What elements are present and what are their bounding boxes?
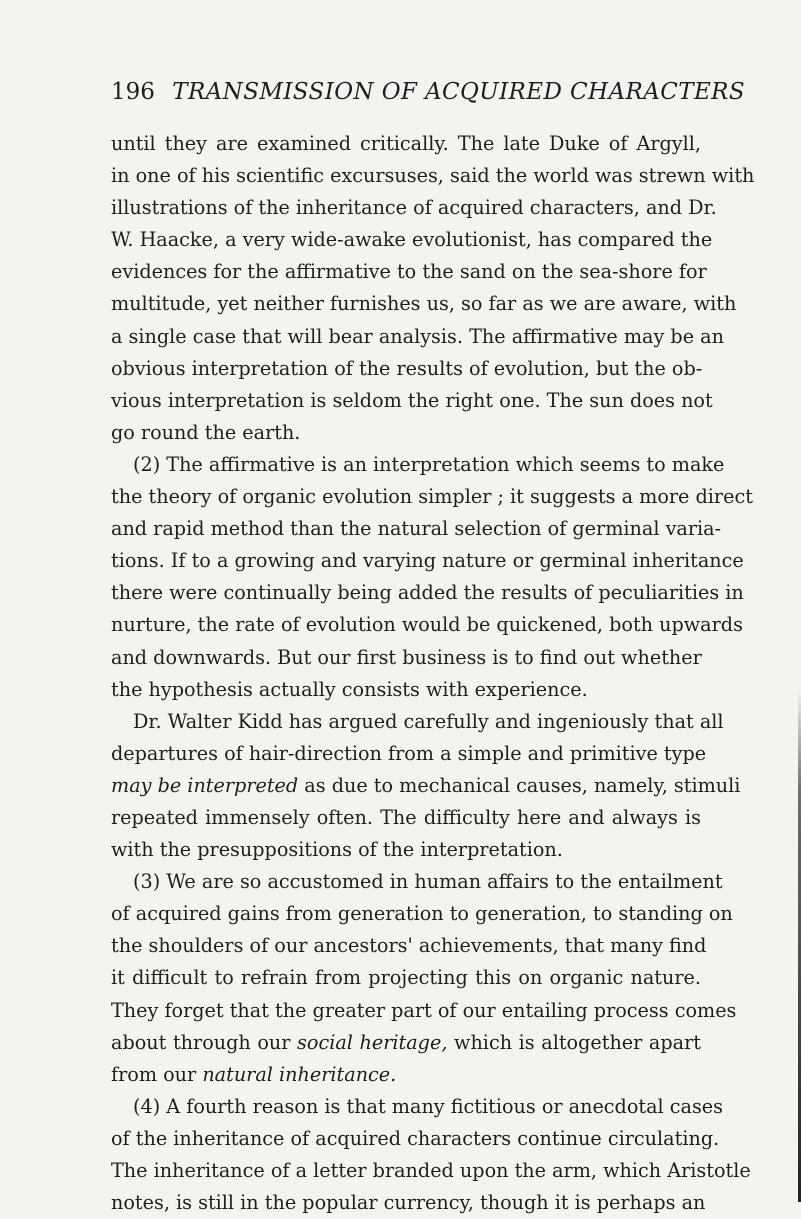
text-line xyxy=(111,930,707,962)
text-line xyxy=(111,224,713,256)
text-segment: illustrations of the inheritance of acquired characters, and Dr. xyxy=(111,196,717,220)
page-number: 196 xyxy=(111,79,155,105)
text-line xyxy=(111,449,725,481)
text-segment: (3) We are so accustomed in human affairs to the entailment xyxy=(133,870,723,894)
text-segment: Dr. Walter Kidd has argued carefully and ingeniously that all xyxy=(133,709,724,733)
body-text xyxy=(111,128,755,1219)
text-segment: departures of hair-direction from a simple and primitive type xyxy=(111,741,707,765)
text-line xyxy=(111,706,724,738)
italic-text: natural inheritance. xyxy=(202,1062,397,1086)
text-line xyxy=(111,609,743,641)
text-line xyxy=(111,1027,701,1059)
text-segment: The inheritance of a letter branded upon the arm, which Aristotle xyxy=(111,1159,751,1182)
text-line xyxy=(111,995,737,1027)
text-segment: nurture, the rate of evolution would be quickened, both upwards xyxy=(111,613,743,637)
text-line xyxy=(111,898,733,930)
text-line xyxy=(111,1123,720,1155)
text-segment: of acquired gains from generation to generation, to standing on xyxy=(111,902,733,926)
text-line xyxy=(111,770,741,802)
text-segment: it difficult to refrain from projecting this on organic nature. xyxy=(111,966,701,990)
text-segment: the shoulders of our ancestors' achievements, that many find xyxy=(111,934,707,958)
text-line xyxy=(111,321,724,353)
text-segment: multitude, yet neither furnishes us, so far as we are aware, with xyxy=(111,292,737,316)
text-segment: there were continually being added the results of peculiarities in xyxy=(111,581,744,605)
text-segment: (2) The affirmative is an interpretation which seems to make xyxy=(133,452,725,476)
text-line xyxy=(111,962,701,994)
running-title: TRANSMISSION OF ACQUIRED CHARACTERS xyxy=(172,79,746,105)
text-line xyxy=(111,288,737,320)
text-line xyxy=(111,513,722,545)
text-line xyxy=(111,866,723,898)
text-segment: notes, is still in the popular currency, though it is perhaps an xyxy=(111,1191,706,1215)
text-line xyxy=(111,834,701,866)
text-line xyxy=(111,353,701,385)
text-segment: the theory of organic evolution simpler ; it suggests a more direct xyxy=(111,485,753,509)
text-line xyxy=(111,674,701,706)
text-segment: with the presuppositions of the interpretation. xyxy=(111,838,563,862)
text-segment: about through our xyxy=(111,1030,298,1054)
text-segment: from our xyxy=(111,1062,203,1086)
text-segment: of the inheritance of acquired characters continue circulating. xyxy=(111,1126,720,1150)
text-segment: W. Haacke, a very wide-awake evolutionist, has compared the xyxy=(111,228,713,252)
text-segment: (4) A fourth reason is that many fictitious or anecdotal cases xyxy=(133,1094,724,1118)
text-line xyxy=(111,1059,701,1091)
text-segment: and downwards. But our first business is to find out whether xyxy=(111,645,702,669)
text-segment: which is altogether apart xyxy=(447,1030,701,1054)
text-segment: a single case that will bear analysis. The affirmative may be an xyxy=(111,324,724,348)
text-line xyxy=(111,642,701,674)
text-line xyxy=(111,802,701,834)
text-line xyxy=(111,160,755,192)
text-line xyxy=(111,192,717,224)
running-header xyxy=(111,74,746,110)
text-line xyxy=(111,128,701,160)
italic-text: may be interpreted xyxy=(111,773,299,797)
text-line xyxy=(111,577,744,609)
text-line xyxy=(111,1187,706,1219)
text-segment: until they are examined critically. The late Duke of Argyll, xyxy=(111,132,701,155)
text-segment: and rapid method than the natural selection of germinal varia- xyxy=(111,517,722,541)
text-segment: the hypothesis actually consists with experience. xyxy=(111,677,588,701)
text-segment: tions. If to a growing and varying nature or germinal inheritance xyxy=(111,549,744,573)
text-segment: repeated immensely often. The difficulty here and always is xyxy=(111,805,701,829)
text-segment: as due to mechanical causes, namely, stimuli xyxy=(298,773,741,797)
text-line xyxy=(111,1155,751,1187)
text-segment: obvious interpretation of the results of evolution, but the ob- xyxy=(111,356,703,380)
text-line xyxy=(111,1091,724,1123)
text-line xyxy=(111,417,701,449)
text-line xyxy=(111,545,744,577)
text-segment: in one of his scientific excursuses, said the world was strewn with xyxy=(111,164,755,188)
text-segment: They forget that the greater part of our entailing process comes xyxy=(111,998,737,1022)
text-segment: go round the earth. xyxy=(111,420,301,444)
text-line xyxy=(111,385,713,417)
text-line xyxy=(111,256,707,288)
text-line xyxy=(111,481,753,513)
text-segment: vious interpretation is seldom the right one. The sun does not xyxy=(111,388,713,412)
text-line xyxy=(111,738,707,770)
text-segment: evidences for the affirmative to the sand on the sea-shore for xyxy=(111,260,707,284)
italic-text: social heritage, xyxy=(297,1030,448,1054)
